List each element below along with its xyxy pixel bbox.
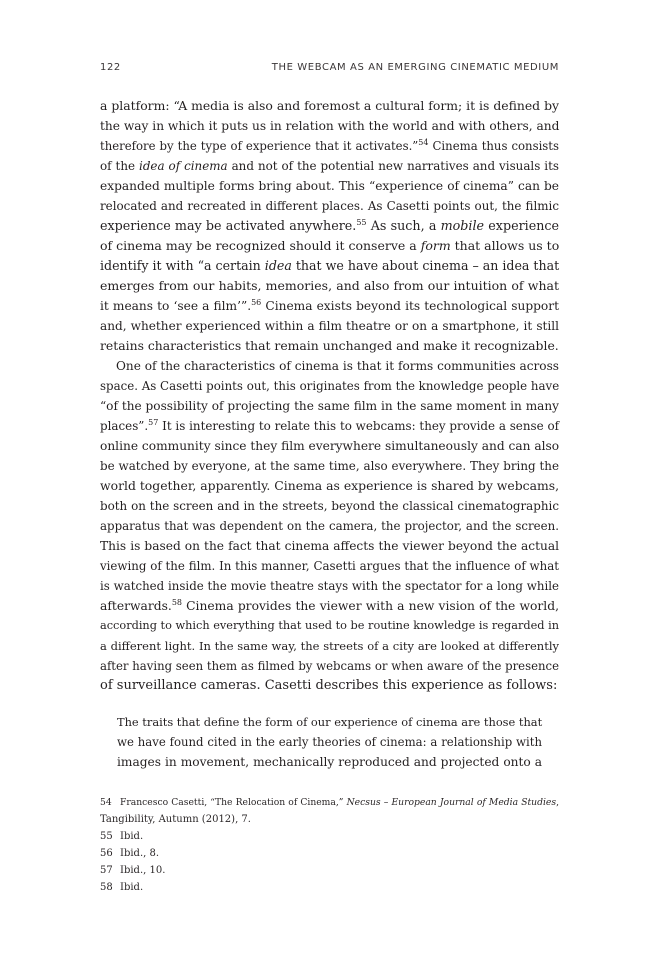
text-line: online community since they film everywhere simultaneously and can also — [100, 439, 560, 453]
text-line: therefore by the type of experience that it activates.”$^{54}$ Cinema thus consists — [100, 138, 560, 153]
text-line: both on the screen and in the streets, beyond the classical cinematographic — [100, 499, 559, 513]
footnote-number: 57 — [100, 865, 113, 876]
text-line: a different light. In the same way, the streets of a city are looked at differently — [100, 639, 559, 653]
footnote-line: 54 Francesco Casetti, “The Relocation of Cinema,” Necsus – European Journal of Media Studies, — [100, 794, 559, 811]
text-line: world together, apparently. Cinema as experience is shared by webcams, — [100, 478, 560, 493]
running-title: THE WEBCAM AS AN EMERGING CINEMATIC MEDIUM — [271, 62, 559, 73]
text-line: relocated and recreated in different places. As Casetti points out, the filmic — [100, 199, 559, 213]
italic-text: idea — [264, 258, 292, 273]
paragraph-2 — [100, 356, 559, 696]
block-quote — [117, 712, 542, 772]
footnote-number: 54 — [100, 797, 112, 808]
italic-text: form — [420, 238, 451, 253]
text-line: space. As Casetti points out, this originates from the knowledge people have — [100, 379, 560, 393]
text-line: of cinema may be recognized should it conserve a form that allows us to — [100, 238, 560, 253]
text-line: apparatus that was dependent on the camera, the projector, and the screen. — [100, 519, 559, 533]
text-line: expanded multiple forms bring about. This “experience of cinema” can be — [100, 179, 559, 193]
footnote-reference: 56 — [251, 298, 262, 307]
footnote-reference: 54 — [418, 138, 429, 147]
text-line: viewing of the film. In this manner, Casetti argues that the influence of what — [100, 559, 559, 573]
text-line: according to which everything that used to be routine knowledge is regarded in — [100, 619, 559, 632]
text-line: images in movement, mechanically reproduced and projected onto a — [117, 755, 542, 769]
text-line: The traits that define the form of our experience of cinema are those that — [117, 715, 543, 729]
footnote-line: 56 Ibid., 8. — [100, 845, 559, 862]
body-text — [100, 96, 559, 696]
text-line: and, whether experienced within a film theatre or on a smartphone, it still — [100, 319, 559, 333]
italic-text: mobile — [440, 218, 485, 233]
footnote-number: 56 — [100, 848, 113, 859]
footnote-line: Tangibility, Autumn (2012), 7. — [100, 814, 251, 825]
footnote-line: 58 Ibid. — [100, 879, 559, 896]
footnote-line: 55 Ibid. — [100, 828, 559, 845]
text-line: One of the characteristics of cinema is that it forms communities across — [116, 359, 559, 373]
footnote-number: 58 — [100, 882, 113, 893]
text-line: after having seen them as filmed by webcams or when aware of the presence — [100, 659, 559, 673]
text-line: is watched inside the movie theatre stays with the spectator for a long while — [100, 579, 559, 593]
text-line: it means to ‘see a film’”.$^{56}$ Cinema exists beyond its technological support — [100, 298, 559, 313]
text-line: a platform: “A media is also and foremost a cultural form; it is defined by — [100, 98, 559, 113]
italic-text: Necsus – European Journal of Media Studies — [346, 797, 557, 808]
footnote-reference: 57 — [148, 418, 159, 427]
footnote-line: 57 Ibid., 10. — [100, 862, 559, 879]
text-line: identify it with “a certain idea that we have about cinema – an idea that — [100, 258, 560, 273]
text-line: This is based on the fact that cinema affects the viewer beyond the actual — [100, 539, 559, 553]
text-line: afterwards.$^{58}$ Cinema provides the viewer with a new vision of the world, — [100, 598, 559, 613]
footnotes — [100, 794, 559, 896]
footnote-reference: 58 — [171, 598, 182, 607]
running-header — [100, 62, 559, 76]
footnote-number: 55 — [100, 831, 113, 842]
italic-text: idea of cinema — [139, 159, 228, 173]
text-line: of the idea of cinema and not of the potential new narratives and visuals its — [100, 159, 559, 173]
text-line: “of the possibility of projecting the same film in the same moment in many — [100, 399, 559, 413]
text-line: retains characteristics that remain unchanged and make it recognizable. — [100, 338, 559, 353]
text-line: be watched by everyone, at the same time, also everywhere. They bring the — [100, 459, 559, 473]
paragraph-1 — [100, 96, 559, 356]
page-number: 122 — [100, 62, 121, 73]
text-line: experience may be activated anywhere.$^{55}$ As such, a mobile experience — [100, 218, 559, 233]
text-line: emerges from our habits, memories, and also from our intuition of what — [100, 278, 559, 293]
text-line: of surveillance cameras. Casetti describes this experience as follows: — [100, 678, 558, 693]
text-line: the way in which it puts us in relation with the world and with others, and — [100, 119, 560, 133]
footnote-reference: 55 — [356, 218, 367, 227]
text-line: places”.$^{57}$ It is interesting to relate this to webcams: they provide a sense of — [100, 418, 559, 433]
text-line: we have found cited in the early theories of cinema: a relationship with — [117, 735, 542, 749]
